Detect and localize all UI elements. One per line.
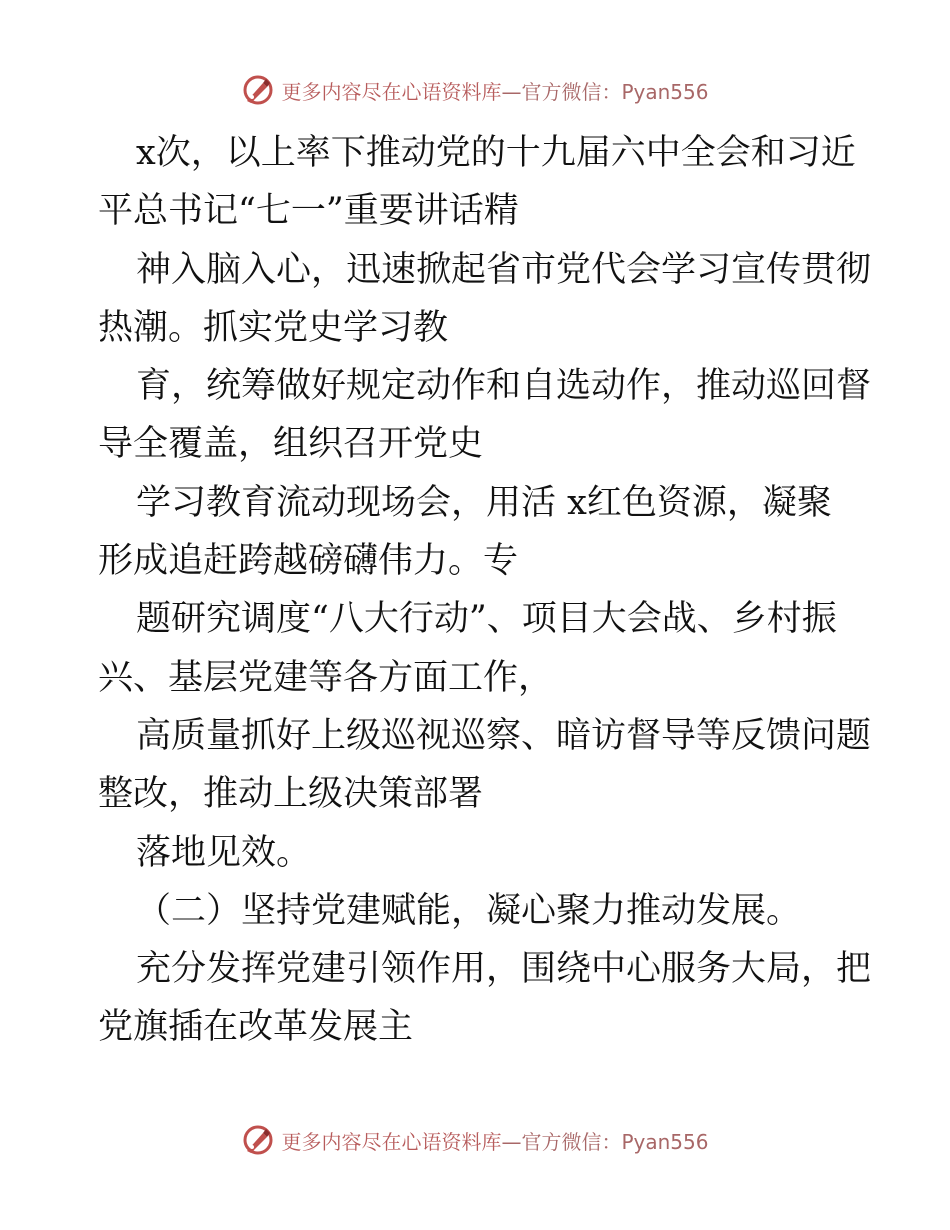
body-line: 形成追赶跨越磅礴伟力。专: [98, 541, 519, 582]
body-line: 兴、基层党建等各方面工作，: [98, 657, 554, 698]
body-line: 充分发挥党建引领作用，围绕中心服务大局，把: [136, 949, 872, 990]
footer-watermark: [0, 1120, 950, 1160]
footer-wechat-text: 官方微信：Pyan556: [521, 1129, 709, 1154]
section-heading: （二）坚持党建赋能，凝心聚力推动发展。: [136, 890, 802, 931]
body-line: 育，统筹做好规定动作和自选动作，推动巡回督: [136, 366, 872, 407]
header-separator: —: [501, 79, 522, 104]
body-line: x次，以上率下推动党的十九届六中全会和习近: [136, 133, 856, 173]
header-watermark-text: [281, 76, 708, 105]
body-line: 学习教育流动现场会，用活 x红色资源，凝聚: [136, 482, 832, 523]
body-line: 高质量抓好上级巡视巡察、暗访督导等反馈问题: [136, 715, 872, 756]
footer-brand-text: 更多内容尽在心语资料库: [281, 1129, 502, 1154]
pen-logo-icon: [241, 73, 275, 107]
body-line: 神入脑入心，迅速掀起省市党代会学习宣传贯彻: [136, 249, 872, 290]
body-line: 平总书记“七一”重要讲话精: [98, 191, 519, 232]
body-line: 导全覆盖，组织召开党史: [98, 424, 484, 465]
body-line: 党旗插在改革发展主: [98, 1007, 414, 1048]
header-wechat-text: 官方微信：Pyan556: [521, 79, 709, 104]
header-watermark: [0, 70, 950, 110]
body-line: 落地见效。: [136, 832, 312, 873]
body-line: 热潮。抓实党史学习教: [98, 307, 449, 348]
footer-watermark-text: [281, 1126, 708, 1155]
header-brand-text: 更多内容尽在心语资料库: [281, 79, 502, 104]
body-line: 整改，推动上级决策部署: [98, 774, 484, 815]
footer-separator: —: [501, 1129, 522, 1154]
pen-logo-icon: [241, 1123, 275, 1157]
body-line: 题研究调度“八大行动”、项目大会战、乡村振: [136, 599, 837, 640]
body-text: [98, 124, 872, 1057]
